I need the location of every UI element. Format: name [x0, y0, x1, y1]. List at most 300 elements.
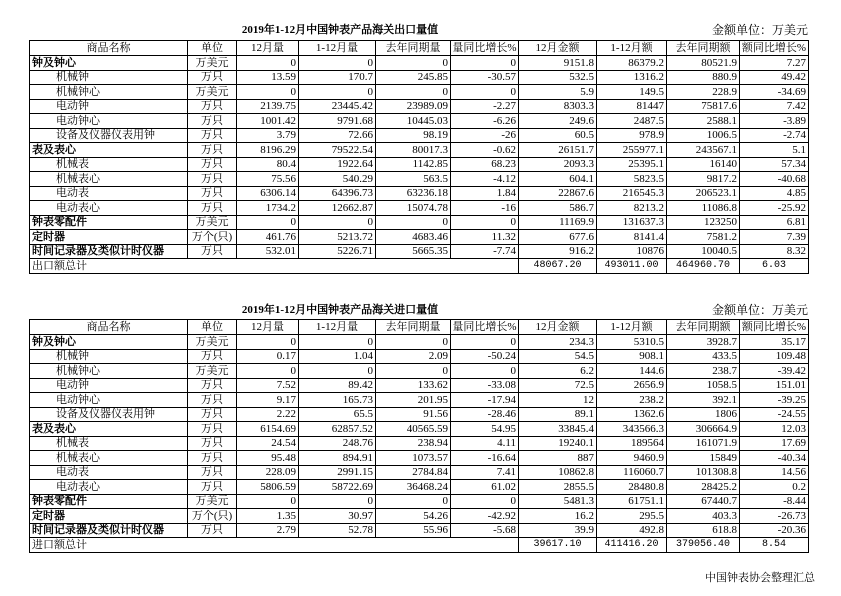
amt-dec-cell: 887: [519, 451, 597, 466]
qty-yoy-cell: 7.41: [451, 465, 519, 480]
qty-prev-cell: 10445.03: [376, 114, 451, 129]
qty-dec-cell: 2139.75: [237, 99, 299, 114]
amt-ytd-cell: 216545.3: [597, 186, 667, 201]
amt-dec-cell: 39.9: [519, 523, 597, 538]
header-unit: 单位: [188, 320, 237, 335]
qty-ytd-cell: 5213.72: [299, 230, 376, 245]
header-qty-dec: 12月量: [237, 320, 299, 335]
source-note: 中国钟表协会整理汇总: [705, 572, 815, 584]
amt-yoy-cell: -25.92: [740, 201, 809, 216]
qty-yoy-cell: 54.95: [451, 422, 519, 437]
total-label-cell: 出口额总计: [30, 259, 519, 274]
product-name-cell: 设备及仪器仪表用钟: [30, 128, 188, 143]
item-row: [30, 201, 809, 216]
qty-prev-cell: 0: [376, 85, 451, 100]
qty-ytd-cell: 0: [299, 85, 376, 100]
amt-prev-cell: 238.7: [667, 364, 740, 379]
amt-ytd-cell: 10876: [597, 244, 667, 259]
product-name-cell: 机械表心: [30, 172, 188, 187]
amt-yoy-cell: -2.74: [740, 128, 809, 143]
amt-yoy-cell: 7.39: [740, 230, 809, 245]
amt-ytd-cell: 295.5: [597, 509, 667, 524]
product-name-cell: 电动表: [30, 186, 188, 201]
amt-dec-cell: 5.9: [519, 85, 597, 100]
category-row: [30, 215, 809, 230]
qty-ytd-cell: 52.78: [299, 523, 376, 538]
qty-dec-cell: 0: [237, 494, 299, 509]
product-name-cell: 钟表零配件: [30, 494, 188, 509]
amt-prev-cell: 403.3: [667, 509, 740, 524]
amt-ytd-cell: 25395.1: [597, 157, 667, 172]
amt-ytd-cell: 189564: [597, 436, 667, 451]
qty-prev-cell: 80017.3: [376, 143, 451, 158]
unit-cell: 万只: [188, 143, 237, 158]
total-amt-dec-cell: 39617.10: [519, 538, 597, 553]
qty-dec-cell: 0: [237, 85, 299, 100]
qty-ytd-cell: 1.04: [299, 349, 376, 364]
amt-dec-cell: 234.3: [519, 335, 597, 350]
qty-prev-cell: 91.56: [376, 407, 451, 422]
amt-prev-cell: 16140: [667, 157, 740, 172]
qty-yoy-cell: 11.32: [451, 230, 519, 245]
qty-prev-cell: 0: [376, 494, 451, 509]
unit-cell: 万只: [188, 70, 237, 85]
amt-ytd-cell: 144.6: [597, 364, 667, 379]
qty-prev-cell: 238.94: [376, 436, 451, 451]
unit-cell: 万只: [188, 378, 237, 393]
amt-prev-cell: 101308.8: [667, 465, 740, 480]
table-body: [30, 56, 809, 274]
amt-yoy-cell: 17.69: [740, 436, 809, 451]
qty-ytd-cell: 5226.71: [299, 244, 376, 259]
item-row: [30, 451, 809, 466]
qty-prev-cell: 0: [376, 364, 451, 379]
qty-prev-cell: 563.5: [376, 172, 451, 187]
amt-yoy-cell: 12.03: [740, 422, 809, 437]
amt-yoy-cell: 5.1: [740, 143, 809, 158]
amt-dec-cell: 33845.4: [519, 422, 597, 437]
item-row: [30, 378, 809, 393]
qty-dec-cell: 0: [237, 56, 299, 71]
amt-yoy-cell: -39.42: [740, 364, 809, 379]
qty-dec-cell: 1734.2: [237, 201, 299, 216]
import-unit-note: 金额单位：万美元: [711, 303, 808, 317]
amt-prev-cell: 9817.2: [667, 172, 740, 187]
qty-yoy-cell: 61.02: [451, 480, 519, 495]
qty-yoy-cell: -17.94: [451, 393, 519, 408]
product-name-cell: 表及表心: [30, 143, 188, 158]
qty-dec-cell: 3.79: [237, 128, 299, 143]
unit-cell: 万只: [188, 99, 237, 114]
qty-yoy-cell: 1.84: [451, 186, 519, 201]
amt-yoy-cell: 7.27: [740, 56, 809, 71]
amt-ytd-cell: 908.1: [597, 349, 667, 364]
total-row: [30, 259, 809, 274]
qty-ytd-cell: 64396.73: [299, 186, 376, 201]
unit-cell: 万只: [188, 422, 237, 437]
qty-prev-cell: 201.95: [376, 393, 451, 408]
amt-ytd-cell: 1362.6: [597, 407, 667, 422]
product-name-cell: 设备及仪器仪表用钟: [30, 407, 188, 422]
amt-ytd-cell: 8213.2: [597, 201, 667, 216]
unit-cell: 万只: [188, 201, 237, 216]
amt-yoy-cell: 35.17: [740, 335, 809, 350]
qty-prev-cell: 40565.59: [376, 422, 451, 437]
amt-ytd-cell: 86379.2: [597, 56, 667, 71]
amt-dec-cell: 916.2: [519, 244, 597, 259]
item-row: [30, 70, 809, 85]
item-row: [30, 436, 809, 451]
qty-ytd-cell: 540.29: [299, 172, 376, 187]
amt-yoy-cell: -8.44: [740, 494, 809, 509]
amt-ytd-cell: 978.9: [597, 128, 667, 143]
total-amt-yoy-cell: 6.03: [740, 259, 809, 274]
qty-ytd-cell: 9791.68: [299, 114, 376, 129]
unit-cell: 万只: [188, 186, 237, 201]
qty-yoy-cell: -2.27: [451, 99, 519, 114]
unit-cell: 万只: [188, 407, 237, 422]
qty-ytd-cell: 30.97: [299, 509, 376, 524]
amt-ytd-cell: 2656.9: [597, 378, 667, 393]
total-amt-ytd-cell: 493011.00: [597, 259, 667, 274]
amt-dec-cell: 5481.3: [519, 494, 597, 509]
item-row: [30, 465, 809, 480]
qty-yoy-cell: -33.08: [451, 378, 519, 393]
amt-dec-cell: 6.2: [519, 364, 597, 379]
product-name-cell: 钟表零配件: [30, 215, 188, 230]
amt-prev-cell: 1058.5: [667, 378, 740, 393]
amt-ytd-cell: 255977.1: [597, 143, 667, 158]
qty-prev-cell: 15074.78: [376, 201, 451, 216]
export-table-title: 2019年1-12月中国钟表产品海关出口量值: [241, 24, 439, 36]
qty-dec-cell: 532.01: [237, 244, 299, 259]
product-name-cell: 时间记录器及类似计时仪器: [30, 244, 188, 259]
unit-cell: 万只: [188, 172, 237, 187]
product-name-cell: 电动钟: [30, 378, 188, 393]
qty-yoy-cell: 0: [451, 335, 519, 350]
qty-ytd-cell: 79522.54: [299, 143, 376, 158]
amt-yoy-cell: 0.2: [740, 480, 809, 495]
total-label-cell: 进口额总计: [30, 538, 519, 553]
qty-yoy-cell: -0.62: [451, 143, 519, 158]
amt-yoy-cell: 57.34: [740, 157, 809, 172]
qty-dec-cell: 13.59: [237, 70, 299, 85]
amt-yoy-cell: 49.42: [740, 70, 809, 85]
qty-yoy-cell: 0: [451, 85, 519, 100]
header-amt-prev: 去年同期额: [667, 41, 740, 56]
item-row: [30, 114, 809, 129]
qty-yoy-cell: -7.74: [451, 244, 519, 259]
qty-prev-cell: 2784.84: [376, 465, 451, 480]
amt-dec-cell: 72.5: [519, 378, 597, 393]
unit-cell: 万美元: [188, 85, 237, 100]
qty-dec-cell: 8196.29: [237, 143, 299, 158]
qty-yoy-cell: -42.92: [451, 509, 519, 524]
amt-ytd-cell: 149.5: [597, 85, 667, 100]
amt-ytd-cell: 5823.5: [597, 172, 667, 187]
qty-ytd-cell: 0: [299, 215, 376, 230]
qty-dec-cell: 6154.69: [237, 422, 299, 437]
amt-dec-cell: 10862.8: [519, 465, 597, 480]
item-row: [30, 480, 809, 495]
qty-yoy-cell: 0: [451, 494, 519, 509]
product-name-cell: 电动表心: [30, 201, 188, 216]
product-name-cell: 钟及钟心: [30, 335, 188, 350]
unit-cell: 万美元: [188, 56, 237, 71]
category-row: [30, 509, 809, 524]
amt-dec-cell: 12: [519, 393, 597, 408]
qty-yoy-cell: -50.24: [451, 349, 519, 364]
unit-cell: 万只: [188, 157, 237, 172]
amt-ytd-cell: 5310.5: [597, 335, 667, 350]
category-row: [30, 143, 809, 158]
amt-yoy-cell: 8.32: [740, 244, 809, 259]
qty-prev-cell: 0: [376, 56, 451, 71]
product-name-cell: 机械钟: [30, 70, 188, 85]
qty-dec-cell: 9.17: [237, 393, 299, 408]
product-name-cell: 电动表心: [30, 480, 188, 495]
qty-yoy-cell: -4.12: [451, 172, 519, 187]
amt-prev-cell: 228.9: [667, 85, 740, 100]
qty-ytd-cell: 58722.69: [299, 480, 376, 495]
amt-prev-cell: 11086.8: [667, 201, 740, 216]
unit-cell: 万只: [188, 393, 237, 408]
total-row: [30, 538, 809, 553]
qty-dec-cell: 95.48: [237, 451, 299, 466]
category-row: [30, 56, 809, 71]
total-amt-dec-cell: 48067.20: [519, 259, 597, 274]
total-amt-prev-cell: 464960.70: [667, 259, 740, 274]
amt-ytd-cell: 116060.7: [597, 465, 667, 480]
amt-prev-cell: 75817.6: [667, 99, 740, 114]
category-row: [30, 335, 809, 350]
qty-yoy-cell: -28.46: [451, 407, 519, 422]
amt-prev-cell: 243567.1: [667, 143, 740, 158]
product-name-cell: 机械钟: [30, 349, 188, 364]
amt-ytd-cell: 8141.4: [597, 230, 667, 245]
qty-prev-cell: 98.19: [376, 128, 451, 143]
qty-ytd-cell: 894.91: [299, 451, 376, 466]
amt-ytd-cell: 61751.1: [597, 494, 667, 509]
qty-ytd-cell: 1922.64: [299, 157, 376, 172]
amt-dec-cell: 22867.6: [519, 186, 597, 201]
header-qty-dec: 12月量: [237, 41, 299, 56]
amt-prev-cell: 15849: [667, 451, 740, 466]
qty-ytd-cell: 165.73: [299, 393, 376, 408]
total-amt-prev-cell: 379056.40: [667, 538, 740, 553]
amt-prev-cell: 1006.5: [667, 128, 740, 143]
amt-dec-cell: 532.5: [519, 70, 597, 85]
amt-dec-cell: 8303.3: [519, 99, 597, 114]
qty-ytd-cell: 23445.42: [299, 99, 376, 114]
qty-ytd-cell: 62857.52: [299, 422, 376, 437]
amt-dec-cell: 2093.3: [519, 157, 597, 172]
item-row: [30, 393, 809, 408]
amt-dec-cell: 604.1: [519, 172, 597, 187]
total-amt-ytd-cell: 411416.20: [597, 538, 667, 553]
amt-yoy-cell: 109.48: [740, 349, 809, 364]
amt-yoy-cell: -40.68: [740, 172, 809, 187]
item-row: [30, 349, 809, 364]
qty-prev-cell: 1073.57: [376, 451, 451, 466]
product-name-cell: 机械表: [30, 436, 188, 451]
amt-ytd-cell: 28480.8: [597, 480, 667, 495]
qty-yoy-cell: 68.23: [451, 157, 519, 172]
product-name-cell: 机械表心: [30, 451, 188, 466]
unit-cell: 万个(只): [188, 509, 237, 524]
qty-ytd-cell: 0: [299, 494, 376, 509]
header-product-name: 商品名称: [30, 41, 188, 56]
qty-dec-cell: 1.35: [237, 509, 299, 524]
amt-dec-cell: 2855.5: [519, 480, 597, 495]
qty-yoy-cell: -30.57: [451, 70, 519, 85]
qty-yoy-cell: 0: [451, 215, 519, 230]
amt-ytd-cell: 492.8: [597, 523, 667, 538]
unit-cell: 万只: [188, 244, 237, 259]
amt-dec-cell: 9151.8: [519, 56, 597, 71]
amt-dec-cell: 89.1: [519, 407, 597, 422]
amt-dec-cell: 54.5: [519, 349, 597, 364]
amt-dec-cell: 249.6: [519, 114, 597, 129]
amt-yoy-cell: -26.73: [740, 509, 809, 524]
item-row: [30, 157, 809, 172]
amt-prev-cell: 433.5: [667, 349, 740, 364]
category-row: [30, 422, 809, 437]
amt-prev-cell: 161071.9: [667, 436, 740, 451]
header-unit: 单位: [188, 41, 237, 56]
product-name-cell: 钟及钟心: [30, 56, 188, 71]
qty-yoy-cell: 0: [451, 56, 519, 71]
header-amt-yoy: 额同比增长%: [740, 41, 809, 56]
qty-ytd-cell: 65.5: [299, 407, 376, 422]
amt-prev-cell: 67440.7: [667, 494, 740, 509]
item-row: [30, 99, 809, 114]
qty-prev-cell: 5665.35: [376, 244, 451, 259]
amt-yoy-cell: 6.81: [740, 215, 809, 230]
total-amt-yoy-cell: 8.54: [740, 538, 809, 553]
category-row: [30, 523, 809, 538]
amt-prev-cell: 392.1: [667, 393, 740, 408]
header-qty-prev: 去年同期量: [376, 41, 451, 56]
qty-dec-cell: 0.17: [237, 349, 299, 364]
qty-dec-cell: 0: [237, 364, 299, 379]
header-qty-ytd: 1-12月量: [299, 41, 376, 56]
amt-yoy-cell: 4.85: [740, 186, 809, 201]
amt-prev-cell: 28425.2: [667, 480, 740, 495]
qty-prev-cell: 0: [376, 215, 451, 230]
item-row: [30, 85, 809, 100]
amt-dec-cell: 677.6: [519, 230, 597, 245]
qty-prev-cell: 36468.24: [376, 480, 451, 495]
export-table: [29, 40, 809, 274]
product-name-cell: 时间记录器及类似计时仪器: [30, 523, 188, 538]
qty-ytd-cell: 89.42: [299, 378, 376, 393]
product-name-cell: 定时器: [30, 230, 188, 245]
qty-dec-cell: 6306.14: [237, 186, 299, 201]
qty-prev-cell: 4683.46: [376, 230, 451, 245]
product-name-cell: 电动钟心: [30, 114, 188, 129]
amt-dec-cell: 586.7: [519, 201, 597, 216]
amt-ytd-cell: 9460.9: [597, 451, 667, 466]
qty-dec-cell: 80.4: [237, 157, 299, 172]
amt-ytd-cell: 1316.2: [597, 70, 667, 85]
qty-prev-cell: 23989.09: [376, 99, 451, 114]
amt-prev-cell: 880.9: [667, 70, 740, 85]
header-amt-ytd: 1-12月额: [597, 41, 667, 56]
amt-dec-cell: 16.2: [519, 509, 597, 524]
header-qty-yoy: 量同比增长%: [452, 42, 517, 54]
qty-ytd-cell: 72.66: [299, 128, 376, 143]
amt-prev-cell: 306664.9: [667, 422, 740, 437]
import-table: [29, 319, 809, 553]
header-amt-prev: 去年同期额: [667, 320, 740, 335]
qty-prev-cell: 133.62: [376, 378, 451, 393]
product-name-cell: 机械表: [30, 157, 188, 172]
unit-cell: 万只: [188, 128, 237, 143]
qty-yoy-cell: -6.26: [451, 114, 519, 129]
qty-dec-cell: 461.76: [237, 230, 299, 245]
amt-prev-cell: 1806: [667, 407, 740, 422]
header-amt-dec: 12月金额: [519, 41, 597, 56]
qty-ytd-cell: 0: [299, 364, 376, 379]
qty-dec-cell: 5806.59: [237, 480, 299, 495]
amt-dec-cell: 26151.7: [519, 143, 597, 158]
qty-yoy-cell: 4.11: [451, 436, 519, 451]
qty-prev-cell: 63236.18: [376, 186, 451, 201]
unit-cell: 万只: [188, 114, 237, 129]
header-row: [30, 41, 809, 56]
amt-prev-cell: 618.8: [667, 523, 740, 538]
amt-prev-cell: 80521.9: [667, 56, 740, 71]
amt-yoy-cell: 151.01: [740, 378, 809, 393]
qty-ytd-cell: 12662.87: [299, 201, 376, 216]
amt-dec-cell: 19240.1: [519, 436, 597, 451]
product-name-cell: 定时器: [30, 509, 188, 524]
qty-dec-cell: 75.56: [237, 172, 299, 187]
qty-prev-cell: 2.09: [376, 349, 451, 364]
qty-ytd-cell: 2991.15: [299, 465, 376, 480]
amt-yoy-cell: -20.36: [740, 523, 809, 538]
export-unit-note: 金额单位：万美元: [711, 23, 808, 37]
qty-yoy-cell: -16.64: [451, 451, 519, 466]
amt-prev-cell: 2588.1: [667, 114, 740, 129]
product-name-cell: 机械钟心: [30, 85, 188, 100]
amt-dec-cell: 11169.9: [519, 215, 597, 230]
qty-ytd-cell: 0: [299, 56, 376, 71]
unit-cell: 万只: [188, 523, 237, 538]
qty-ytd-cell: 0: [299, 335, 376, 350]
amt-ytd-cell: 2487.5: [597, 114, 667, 129]
qty-prev-cell: 54.26: [376, 509, 451, 524]
amt-yoy-cell: 14.56: [740, 465, 809, 480]
category-row: [30, 230, 809, 245]
unit-cell: 万美元: [188, 494, 237, 509]
item-row: [30, 172, 809, 187]
qty-dec-cell: 2.79: [237, 523, 299, 538]
qty-dec-cell: 7.52: [237, 378, 299, 393]
qty-dec-cell: 0: [237, 335, 299, 350]
item-row: [30, 128, 809, 143]
amt-prev-cell: 7581.2: [667, 230, 740, 245]
qty-yoy-cell: -26: [451, 128, 519, 143]
amt-prev-cell: 123250: [667, 215, 740, 230]
header-amt-dec: 12月金额: [519, 320, 597, 335]
item-row: [30, 407, 809, 422]
amt-ytd-cell: 343566.3: [597, 422, 667, 437]
header-qty-ytd: 1-12月量: [299, 320, 376, 335]
header-product-name: 商品名称: [30, 320, 188, 335]
header-qty-prev: 去年同期量: [376, 320, 451, 335]
